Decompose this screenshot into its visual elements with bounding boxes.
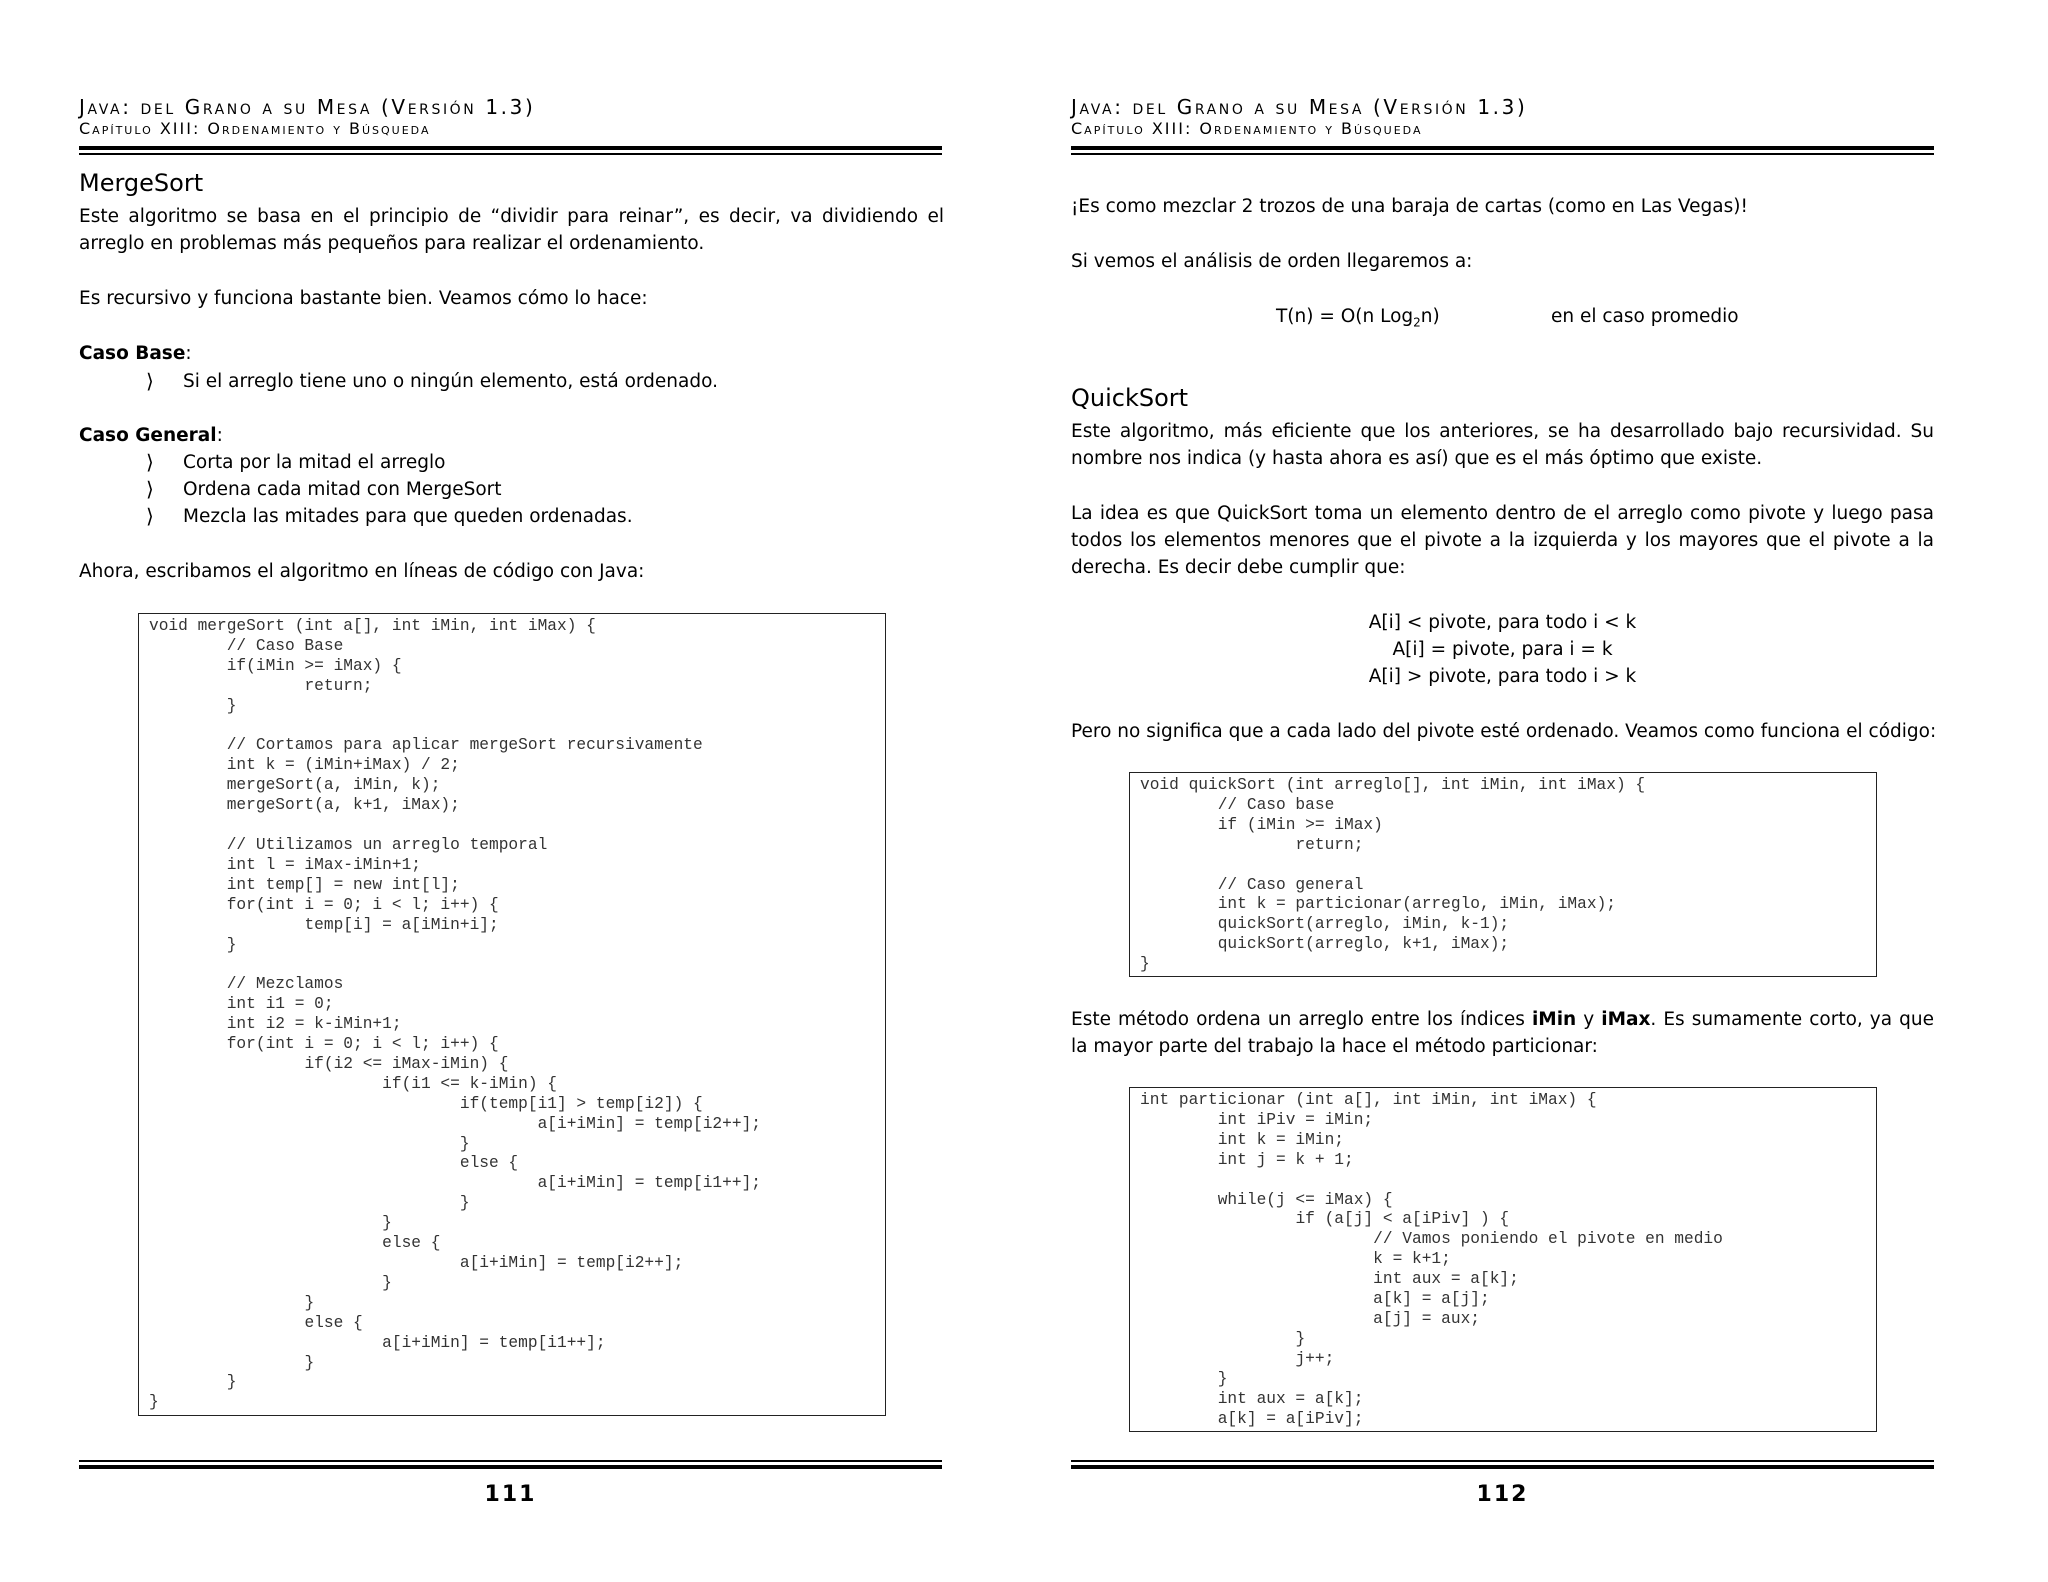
not-sorted-note: Pero no significa que a cada lado del pivote esté ordenado. Veamos como funciona el código: bbox=[1071, 721, 1937, 742]
bullet-icon: ⟩ bbox=[146, 477, 154, 501]
general-case-label: Caso General bbox=[79, 425, 217, 446]
section-title-quicksort: QuickSort bbox=[1071, 384, 1189, 412]
complexity-note: en el caso promedio bbox=[1551, 306, 1739, 327]
header-rule-thick bbox=[79, 146, 942, 150]
header-rule-thick bbox=[1071, 146, 1934, 150]
method-desc-part3: . Es sumamente corto, ya que la mayor parte del trabajo la hace el método particionar: bbox=[1071, 1009, 1934, 1057]
quicksort-idea: La idea es que QuickSort toma un elemento dentro de el arreglo como pivote y luego pasa todos los elementos menores que el pivote a la izquierda y los mayores que el pivote a la derecha. Es decir debe cumplir que: bbox=[1071, 503, 1934, 578]
particionar-code-box bbox=[1129, 1087, 1877, 1432]
formula-prefix: T(n) = O(n Log bbox=[1276, 306, 1414, 327]
bullet-icon: ⟩ bbox=[146, 504, 154, 528]
vegas-sentence: ¡Es como mezclar 2 trozos de una baraja de cartas (como en Las Vegas)! bbox=[1071, 196, 1748, 217]
general-case-item: Corta por la mitad el arreglo bbox=[183, 452, 446, 473]
recursive-note: Es recursivo y funciona bastante bien. Veamos cómo lo hace: bbox=[79, 288, 648, 309]
mergesort-code-box bbox=[138, 613, 886, 1416]
complexity-formula bbox=[1276, 303, 1440, 337]
formula-subscript: 2 bbox=[1413, 315, 1421, 330]
general-case-heading bbox=[79, 422, 223, 449]
general-case-colon: : bbox=[216, 425, 223, 446]
method-description bbox=[1071, 1006, 1934, 1060]
quicksort-code: void quickSort (int arreglo[], int iMin, int iMax) { // Caso base if (iMin >= iMax) return; // Caso general int k = particionar(arreglo, iMin, iMax); quickSort(arreglo, iMin, k-1); quickSort(arreglo, k+1, iMax); } bbox=[1140, 776, 1646, 974]
footer-rule-thin bbox=[79, 1460, 942, 1462]
particionar-code: int particionar (int a[], int iMin, int iMax) { int iPiv = iMin; int k = iMin; int j = k + 1; while(j <= iMax) { if (a[j] < a[iPiv] ) { // Vamos poniendo el pivote en medio k = k+1; int aux = a[k]; a[k] = a[j]; a[j] = aux; } j++; } int aux = a[k]; a[k] = a[iPiv]; bbox=[1140, 1091, 1723, 1428]
bullet-icon: ⟩ bbox=[146, 450, 154, 474]
header-rule-thin bbox=[1071, 153, 1934, 155]
pivot-condition: A[i] < pivote, para todo i < k bbox=[1368, 612, 1637, 633]
section-title-mergesort: MergeSort bbox=[79, 169, 204, 197]
page-number: 112 bbox=[1476, 1482, 1529, 1507]
code-intro: Ahora, escribamos el algoritmo en líneas de código con Java: bbox=[79, 561, 645, 582]
footer-rule-thin bbox=[1071, 1460, 1934, 1462]
running-header-chapter: Capítulo XIII: Ordenamiento y Búsqueda bbox=[79, 119, 431, 138]
base-case-colon: : bbox=[185, 343, 192, 364]
formula-suffix: n) bbox=[1420, 306, 1440, 327]
pivot-condition: A[i] = pivote, para i = k bbox=[1392, 639, 1613, 660]
order-analysis-intro: Si vemos el análisis de orden llegaremos a: bbox=[1071, 251, 1473, 272]
footer-rule-thick bbox=[79, 1465, 942, 1469]
method-desc-part1: Este método ordena un arreglo entre los índices bbox=[1071, 1009, 1532, 1030]
running-header-title: Java: del Grano a su Mesa (Versión 1.3) bbox=[1071, 95, 1528, 119]
mergesort-intro: Este algoritmo se basa en el principio de “dividir para reinar”, es decir, va dividiendo el arreglo en problemas más pequeños para realizar el ordenamiento. bbox=[79, 206, 944, 254]
pivot-condition: A[i] > pivote, para todo i > k bbox=[1368, 666, 1637, 687]
method-desc-part2: y bbox=[1576, 1009, 1602, 1030]
footer-rule-thick bbox=[1071, 1465, 1934, 1469]
general-case-item: Mezcla las mitades para que queden ordenadas. bbox=[183, 506, 633, 527]
mergesort-code: void mergeSort (int a[], int iMin, int iMax) { // Caso Base if(iMin >= iMax) { return; } // Cortamos para aplicar mergeSort recursivamente int k = (iMin+iMax) / 2; mergeSort(a, iMin, k); mergeSort(a, k+1, iMax); // Utilizamos un arreglo temporal int l = iMax-iMin+1; int temp[] = new int[l]; for(int i = 0; i < l; i++) { temp[i] = a[iMin+i]; } // Mezclamos int i1 = 0; int i2 = k-iMin+1; for(int i = 0; i < l; i++) { if(i2 <= iMax-iMin) { if(i1 <= k-iMin) { if(temp[i1] > temp[i2]) { a[i+iMin] = temp[i2++]; } else { a[i+iMin] = temp[i1++]; } } else { a[i+iMin] = temp[i2++]; } } else { a[i+iMin] = temp[i1++]; } } } bbox=[149, 617, 762, 1412]
base-case-heading bbox=[79, 340, 192, 367]
method-desc-imax: iMax bbox=[1601, 1009, 1651, 1030]
method-desc-imin: iMin bbox=[1531, 1009, 1577, 1030]
base-case-item: Si el arreglo tiene uno o ningún elemento, está ordenado. bbox=[183, 371, 718, 392]
general-case-item: Ordena cada mitad con MergeSort bbox=[183, 479, 502, 500]
base-case-label: Caso Base bbox=[79, 343, 186, 364]
running-header-chapter: Capítulo XIII: Ordenamiento y Búsqueda bbox=[1071, 119, 1423, 138]
quicksort-intro: Este algoritmo, más eficiente que los anteriores, se ha desarrollado bajo recursividad. Su nombre nos indica (y hasta ahora es así) que es el más óptimo que existe. bbox=[1071, 421, 1934, 469]
running-header-title: Java: del Grano a su Mesa (Versión 1.3) bbox=[79, 95, 536, 119]
header-rule-thin bbox=[79, 153, 942, 155]
quicksort-code-box bbox=[1129, 772, 1877, 977]
page-number: 111 bbox=[484, 1482, 537, 1507]
right-page bbox=[1024, 0, 2048, 1582]
bullet-icon: ⟩ bbox=[146, 369, 154, 393]
